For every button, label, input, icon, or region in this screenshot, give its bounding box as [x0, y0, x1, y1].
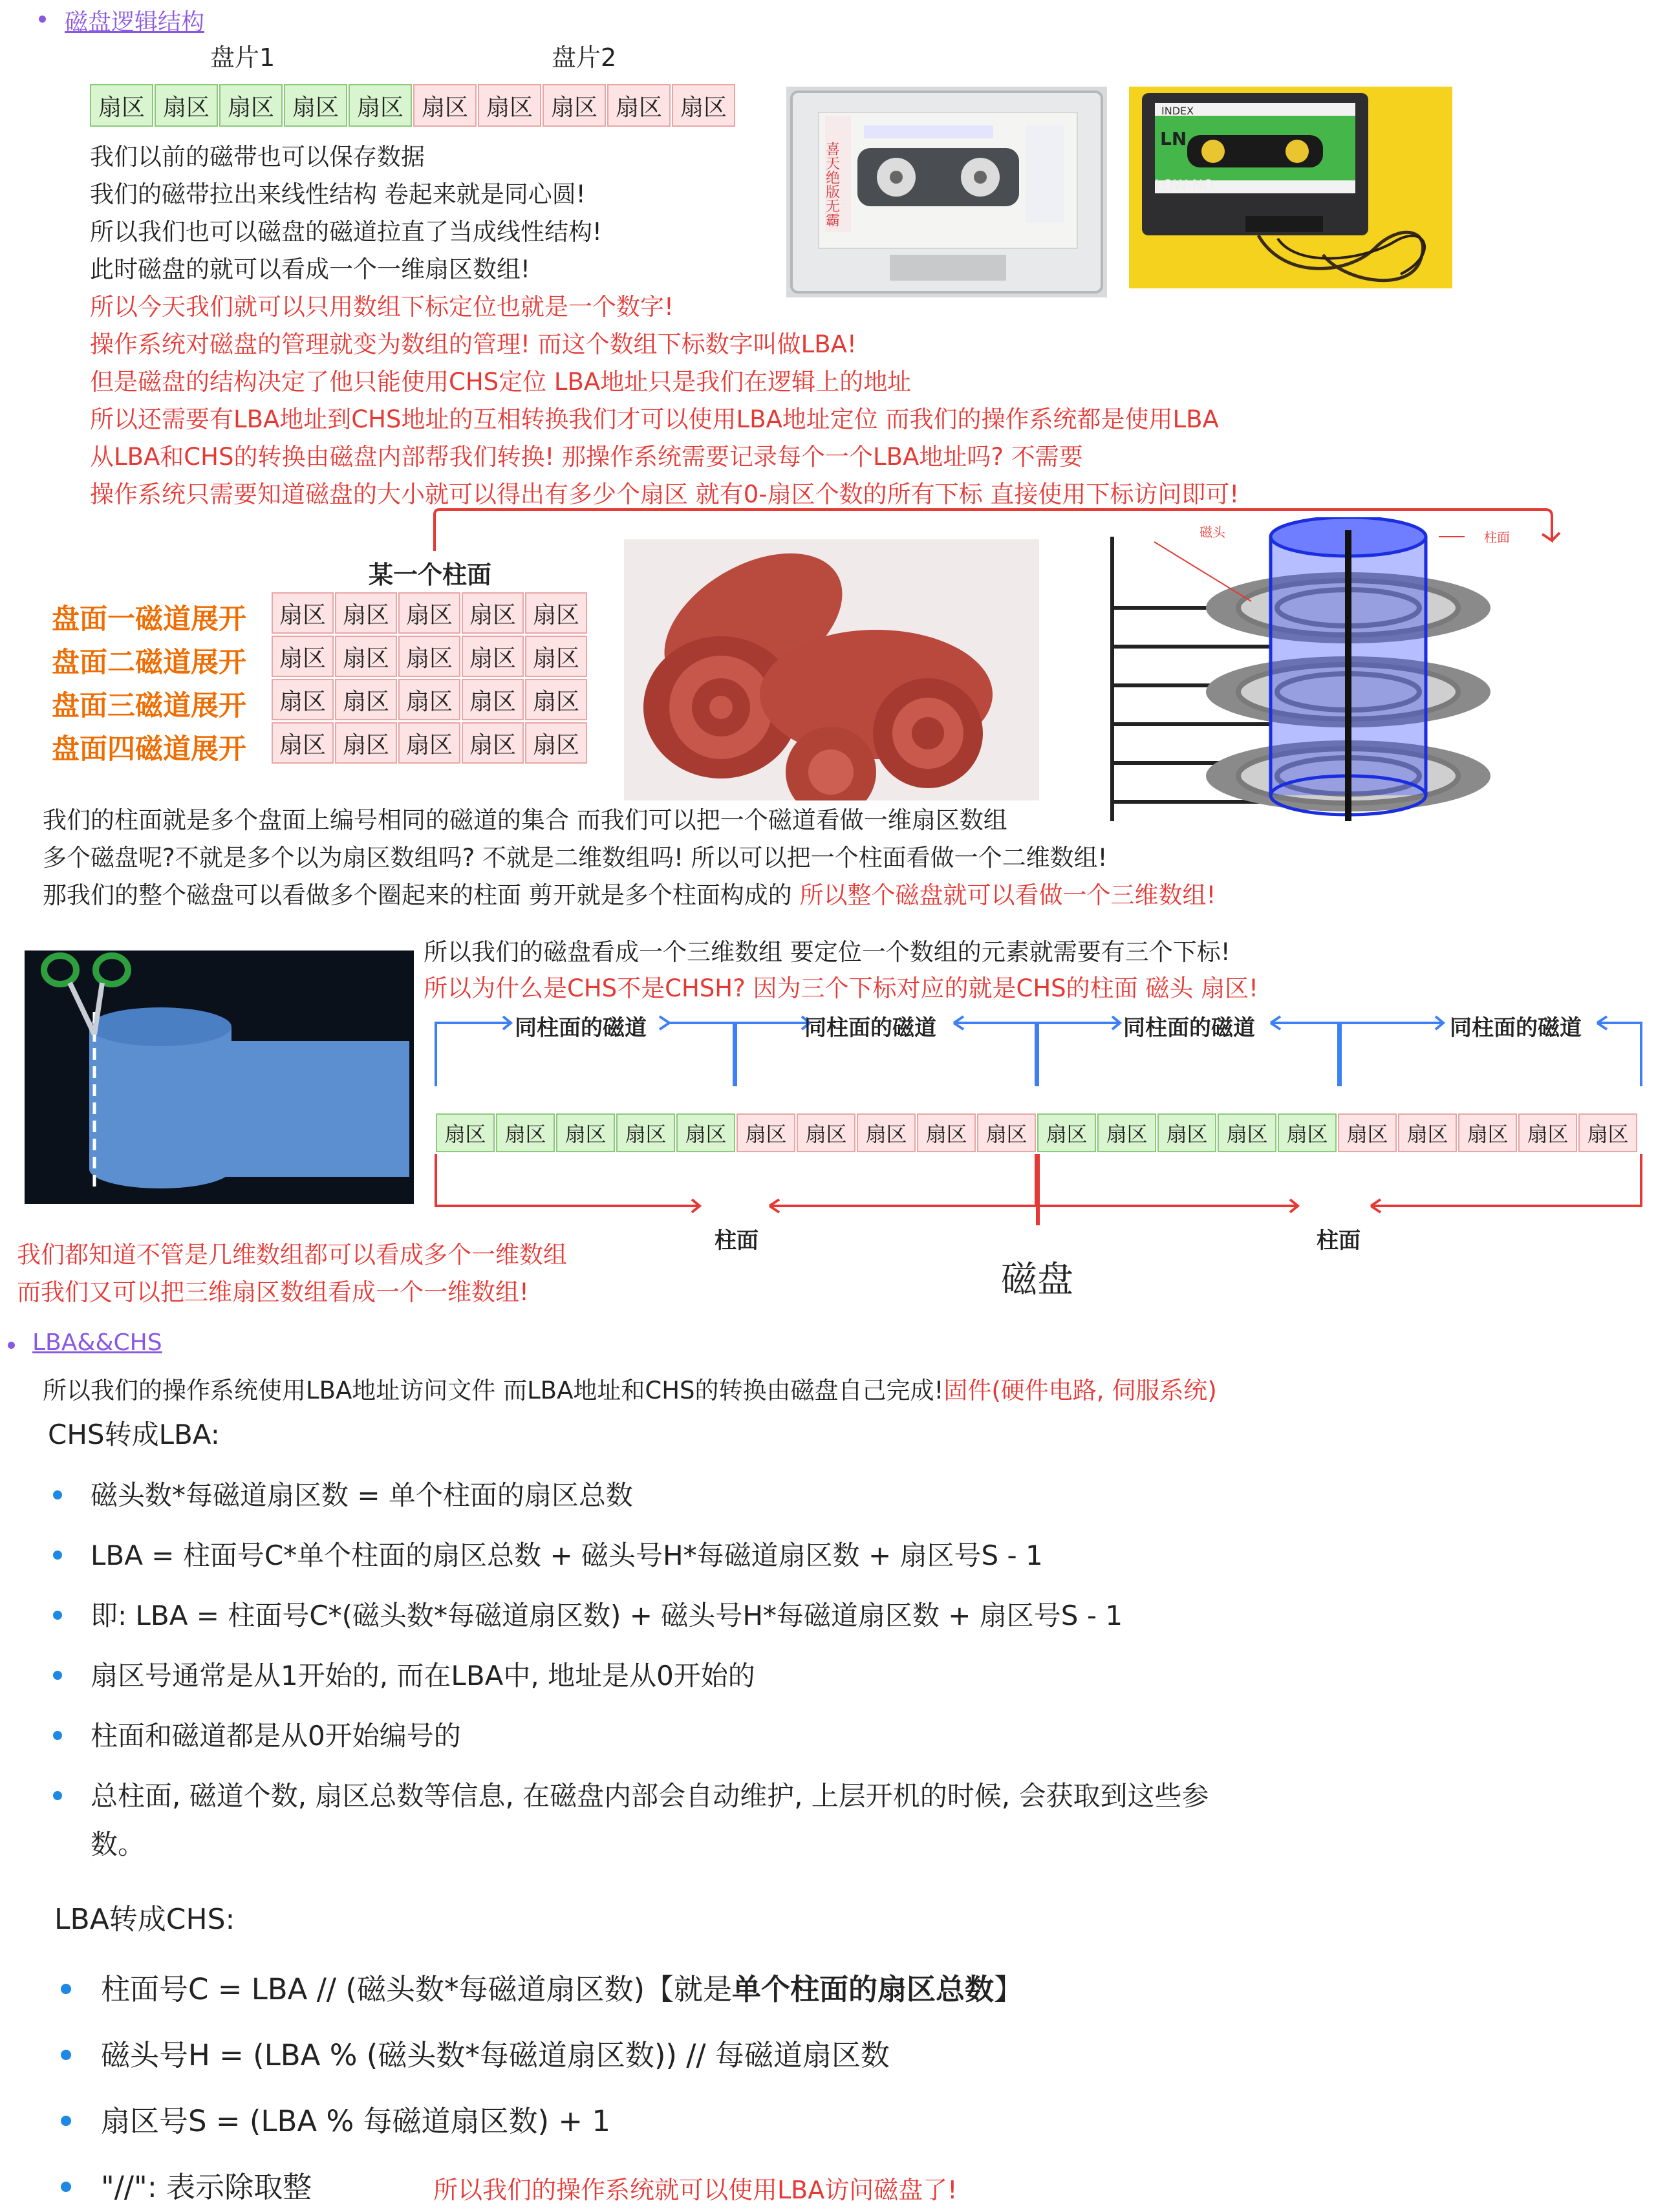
chs-item-5: 柱面和磁道都是从0开始编号的: [91, 1720, 461, 1752]
sector-cell: 扇区: [462, 722, 524, 764]
platter-label-1: 盘片1: [210, 43, 275, 72]
cassette-label: 喜天绝版无霸: [823, 142, 840, 227]
para1-line: 此时磁盘的就可以看成一个一维扇区数组!: [90, 255, 530, 283]
sector-row-top: [90, 84, 737, 127]
sector-cell: 扇区: [525, 722, 587, 764]
cassette-low-text: LOW-NO: [1155, 178, 1214, 194]
para2-line3-black: 那我们的整个磁盘可以看做多个圈起来的柱面 剪开就是多个柱面构成的: [43, 881, 800, 909]
sector-cell: 扇区: [977, 1113, 1036, 1152]
chs-item-6-cont: 数。: [91, 1829, 145, 1860]
lba-item-1-c: 】: [994, 1972, 1024, 2006]
lba-to-chs-heading: LBA转成CHS:: [54, 1903, 235, 1936]
sector-cell: 扇区: [496, 1113, 555, 1152]
sector-cell: 扇区: [462, 592, 524, 634]
bullet-dot: [39, 16, 46, 23]
track-row-label-4: 盘面四磁道展开: [52, 733, 246, 766]
sector-cell: 扇区: [335, 636, 397, 677]
para3-line2: 所以为什么是CHS不是CHSH? 因为三个下标对应的就是CHS的柱面 磁头 扇区!: [424, 974, 1259, 1002]
sector-cell: 扇区: [1037, 1113, 1096, 1152]
cassette-index-text: INDEX: [1161, 105, 1194, 117]
sector-cell: 扇区: [616, 1113, 675, 1152]
para1-line: 所以今天我们就可以只用数组下标定位也就是一个数字!: [90, 293, 674, 321]
para1-line: 所以还需要有LBA地址到CHS地址的互相转换我们才可以使用LBA地址定位 而我们的操作系统都是使用LBA: [90, 405, 1219, 433]
sector-cell: 扇区: [335, 592, 397, 634]
final-red-note: 所以我们的操作系统就可以使用LBA访问磁盘了!: [433, 2176, 958, 2204]
para2-line2: 多个磁盘呢?不就是多个以为扇区数组吗? 不就是二维数组吗! 所以可以把一个柱面看做一个二维数组!: [43, 844, 1108, 872]
same-cylinder-track-label-1: 同柱面的磁道: [515, 1015, 647, 1041]
note-red-line2: 而我们又可以把三维扇区数组看成一个一维数组!: [17, 1278, 529, 1306]
chs-item-4: 扇区号通常是从1开始的, 而在LBA中, 地址是从0开始的: [91, 1660, 755, 1691]
bullet-dot: [53, 1490, 62, 1499]
track-row-label-1: 盘面一磁道展开: [52, 603, 246, 636]
lba-item-2: 磁头号H = (LBA % (磁头数*每磁道扇区数)) // 每磁道扇区数: [101, 2038, 890, 2072]
para1-line: 所以我们也可以磁盘的磁道拉直了当成线性结构!: [90, 218, 602, 246]
bullet-dot: [53, 1671, 62, 1680]
sector-cell: 扇区: [398, 679, 460, 720]
track-row-label-2: 盘面二磁道展开: [52, 647, 246, 679]
sector-cell: 扇区: [398, 592, 460, 634]
lba-intro-red: 固件(硬件电路, 伺服系统): [943, 1377, 1217, 1404]
same-cylinder-track-label-2: 同柱面的磁道: [804, 1015, 936, 1041]
para1-line: 我们的磁带拉出来线性结构 卷起来就是同心圆!: [90, 180, 586, 208]
sector-cell: 扇区: [676, 1113, 735, 1152]
sector-cell: 扇区: [349, 84, 412, 127]
para1-line: 我们以前的磁带也可以保存数据: [90, 143, 425, 171]
bullet-dot: [61, 1984, 71, 1994]
cassette-photo-pulled-tape: [1129, 87, 1452, 288]
para1-line: 但是磁盘的结构决定了他只能使用CHS定位 LBA地址只是我们在逻辑上的地址: [90, 368, 912, 396]
note-red-line1: 我们都知道不管是几维数组都可以看成多个一维数组: [17, 1241, 567, 1269]
same-cylinder-track-label-4: 同柱面的磁道: [1450, 1015, 1582, 1041]
bullet-dot: [53, 1731, 62, 1740]
para1-line: 操作系统只需要知道磁盘的大小就可以得出有多少个扇区 就有0-扇区个数的所有下标 直接使用下标访问即可!: [90, 480, 1240, 508]
lba-item-1-bold: 单个柱面的扇区总数: [732, 1972, 995, 2006]
lba-intro-black: 所以我们的操作系统使用LBA地址访问文件 而LBA地址和CHS的转换由磁盘自己完成!: [43, 1377, 944, 1404]
disk-label: 磁盘: [1001, 1259, 1073, 1301]
cassette-ln-text: LN: [1160, 128, 1187, 149]
sector-cell: 扇区: [436, 1113, 495, 1152]
sector-cell: 扇区: [398, 636, 460, 677]
sector-cell: 扇区: [462, 679, 524, 720]
sector-cell: 扇区: [1458, 1113, 1517, 1152]
track-row-label-3: 盘面三磁道展开: [52, 690, 246, 722]
cylinder-sector-row: [272, 679, 588, 720]
sector-cell: 扇区: [525, 592, 587, 634]
para2-line3-red: 所以整个磁盘就可以看做一个三维数组!: [799, 881, 1216, 909]
sector-cell: 扇区: [1578, 1113, 1637, 1152]
sector-cell: 扇区: [556, 1113, 615, 1152]
sector-cell: 扇区: [272, 636, 334, 677]
sector-cell: 扇区: [1518, 1113, 1577, 1152]
lba-item-4: "//": 表示除取整: [101, 2170, 312, 2204]
cylinder-sector-row: [272, 636, 588, 677]
para3-line1: 所以我们的磁盘看成一个三维数组 要定位一个数组的元素就需要有三个下标!: [424, 938, 1231, 966]
bullet-dot: [53, 1551, 62, 1560]
sector-cell: 扇区: [607, 84, 671, 127]
sector-cell: 扇区: [1338, 1113, 1397, 1152]
sector-cell: 扇区: [917, 1113, 976, 1152]
platter-label-2: 盘片2: [552, 43, 617, 72]
sector-cell: 扇区: [272, 722, 334, 764]
bullet-dot: [53, 1611, 62, 1620]
para1-line: 操作系统对磁盘的管理就变为数组的管理! 而这个数组下标数字叫做LBA!: [90, 330, 857, 358]
sector-cell: 扇区: [797, 1113, 855, 1152]
sector-cell: 扇区: [672, 84, 735, 127]
bullet-dot: [53, 1791, 62, 1800]
chs-to-lba-heading: CHS转成LBA:: [48, 1419, 220, 1450]
sector-cell: 扇区: [1097, 1113, 1156, 1152]
sector-cell: 扇区: [1398, 1113, 1457, 1152]
chs-item-1: 磁头数*每磁道扇区数 = 单个柱面的扇区总数: [91, 1479, 633, 1511]
chs-item-3: 即: LBA = 柱面号C*(磁头数*每磁道扇区数) + 磁头号H*每磁道扇区数 + 扇区号S - 1: [91, 1600, 1123, 1631]
sector-cell: 扇区: [462, 636, 524, 677]
section-title-lba-chs[interactable]: LBA&&CHS: [32, 1329, 162, 1356]
sector-cell: 扇区: [335, 722, 397, 764]
lba-intro-line: [43, 1372, 1217, 1410]
cylinder-bottom-label-2: 柱面: [1317, 1228, 1361, 1254]
cassette-photo-clear: [786, 87, 1107, 297]
lba-item-1: [101, 1966, 1023, 2008]
lba-item-3: 扇区号S = (LBA % 每磁道扇区数) + 1: [101, 2104, 611, 2138]
linear-sector-row: [436, 1113, 1639, 1152]
chs-item-6: 总柱面, 磁道个数, 扇区总数等信息, 在磁盘内部会自动维护, 上层开机的时候, 会获取到这些参: [91, 1780, 1209, 1812]
sector-cell: 扇区: [90, 84, 153, 127]
section-title-disk-logic[interactable]: 磁盘逻辑结构: [65, 9, 205, 36]
sector-cell: 扇区: [219, 84, 283, 127]
sector-cell: 扇区: [413, 84, 477, 127]
sector-cell: 扇区: [284, 84, 347, 127]
bullet-dot: [8, 1342, 15, 1349]
cylinder-label: 柱面: [1484, 530, 1510, 545]
head-label: 磁头: [1199, 524, 1225, 540]
same-cylinder-track-label-3: 同柱面的磁道: [1123, 1015, 1255, 1041]
sector-cell: 扇区: [335, 679, 397, 720]
sector-cell: 扇区: [857, 1113, 916, 1152]
cut-cylinder-image: [25, 950, 414, 1204]
bullet-dot: [61, 2182, 71, 2192]
cylinder-sector-row: [272, 722, 588, 764]
lba-item-1-a: 柱面号C = LBA // (磁头数*每磁道扇区数)【就是: [101, 1972, 733, 2006]
disk-platters-diagram: [1103, 517, 1529, 828]
bullet-dot: [61, 2116, 71, 2126]
sector-cell: 扇区: [1278, 1113, 1337, 1152]
bullet-dot: [61, 2050, 71, 2060]
para1-line: 从LBA和CHS的转换由磁盘内部帮我们转换! 那操作系统需要记录每个一个LBA地址吗? 不需要: [90, 443, 1083, 471]
sector-cell: 扇区: [155, 84, 218, 127]
cylinder-sector-row: [272, 592, 588, 634]
sector-cell: 扇区: [1157, 1113, 1216, 1152]
sector-cell: 扇区: [272, 592, 334, 634]
sector-cell: 扇区: [737, 1113, 795, 1152]
chs-item-2: LBA = 柱面号C*单个柱面的扇区总数 + 磁头号H*每磁道扇区数 + 扇区号S - 1: [91, 1540, 1043, 1571]
cylinder-bottom-label-1: 柱面: [715, 1228, 758, 1254]
cylinder-title: 某一个柱面: [369, 561, 492, 589]
sector-cell: 扇区: [478, 84, 541, 127]
fruit-roll-photo: [624, 539, 1039, 800]
para2-line3: [43, 877, 1216, 914]
sector-cell: 扇区: [398, 722, 460, 764]
sector-cell: 扇区: [272, 679, 334, 720]
sector-cell: 扇区: [543, 84, 606, 127]
sector-cell: 扇区: [525, 679, 587, 720]
para2-line1: 我们的柱面就是多个盘面上编号相同的磁道的集合 而我们可以把一个磁道看做一维扇区数组: [43, 806, 1007, 834]
sector-cell: 扇区: [1218, 1113, 1276, 1152]
sector-cell: 扇区: [525, 636, 587, 677]
